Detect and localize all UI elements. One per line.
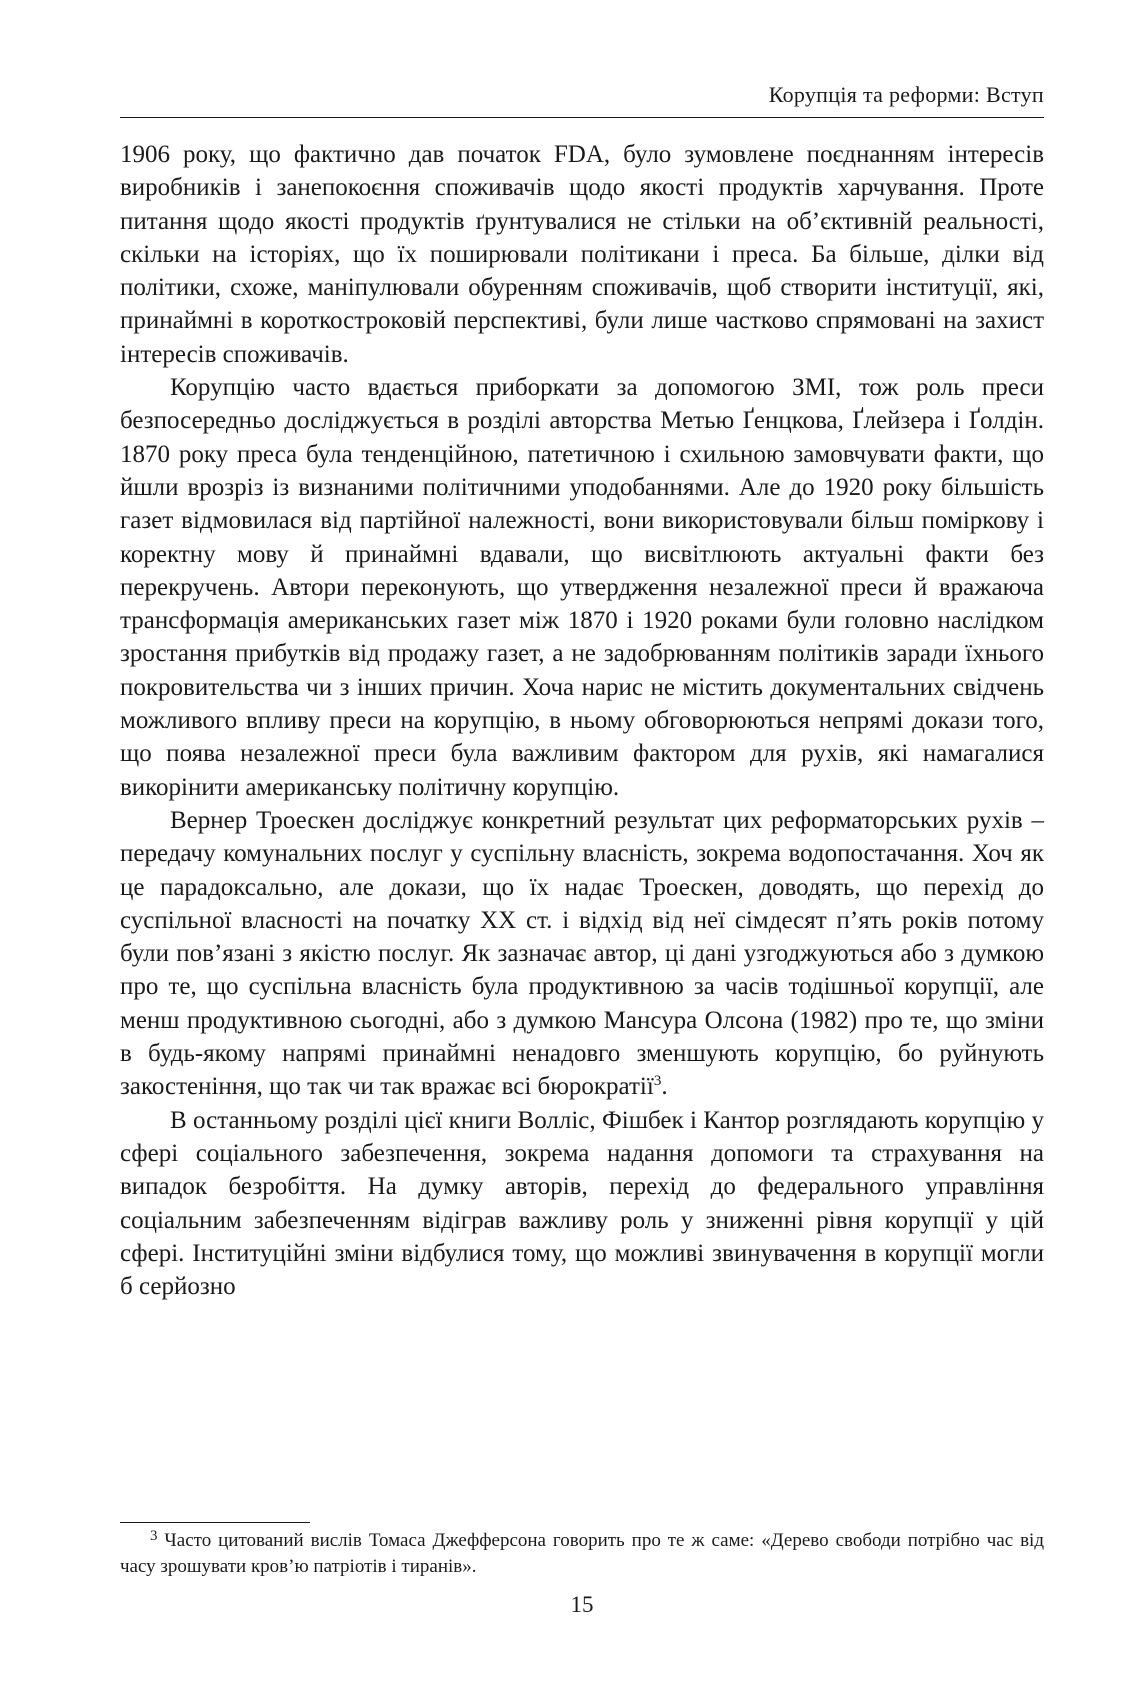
footnote <box>120 1528 1044 1580</box>
book-page <box>120 0 1044 1693</box>
paragraph-troesken-text: Вернер Троескен досліджує конкретний результат цих реформаторських рухів – передачу комунальних послуг у суспільну власність, зокрема водопостачання. Хоч як це парадоксально, але докази, що їх надає Троескен, доводять, що перехід до суспільної власності на початку ХХ ст. і відхід від неї сімдесят п’ять років потому були пов’язані з якістю послуг. Як зазначає автор, ці дані узгоджуються або з думкою про те, що суспільна власність була продуктивною за часів тодішньої корупції, але менш продуктивною сьогодні, або з думкою Мансура Олсона (1982) про те, що зміни в будь-якому напрямі принаймні ненадовго зменшують корупцію, бо руйнують закостеніння, що так чи так вражає всі бюрократії <box>120 806 1044 1101</box>
paragraph-continuation: 1906 року, що фактично дав початок FDA, було зумовлене поєднанням інтересів виробників і занепокоєння споживачів щодо якості продуктів харчування. Проте питання щодо якості продуктів ґрунтувалися не стільки на об’єктивній реальності, скільки на історіях, що їх поширювали політикани і преса. Ба більше, ділки від політики, схоже, маніпулювали обуренням споживачів, щоб створити інституції, які, принаймні в короткостроковій перспективі, були лише частково спрямовані на захист інтересів споживачів. <box>120 141 1044 368</box>
body-text <box>120 138 1044 1303</box>
footnote-text: Часто цитований вислів Томаса Джефферсона говорить про те ж саме: «Дерево свободи потрібно час від часу зрошувати кров’ю патріотів і тиранів». <box>120 1530 1044 1577</box>
footnote-marker: 3 <box>150 1528 158 1544</box>
paragraph-welfare: В останньому розділі цієї книги Волліс, Фішбек і Кантор розглядають корупцію у сфері соціального забезпечення, зокрема надання допомоги та страхування на випадок безробіття. На думку авторів, перехід до федерального управління соціальним забезпеченням відіграв важливу роль у зниженні рівня корупції у цій сфері. Інституційні зміни відбулися тому, що можливі звинувачення в корупції могли б серйозно <box>120 1106 1044 1301</box>
footnote-reference[interactable]: 3 <box>653 1073 662 1090</box>
header-rule <box>120 117 1044 118</box>
footnote-rule <box>120 1522 310 1523</box>
page-number: 15 <box>570 1592 594 1617</box>
paragraph-press: Корупцію часто вдається приборкати за допомогою ЗМІ, тож роль преси безпосередньо досліджується в розділі авторства Метью Ґенцкова, Ґлейзера і Ґолдін. 1870 року преса була тенденційною, патетичною і схильною замовчувати факти, що йшли врозріз із визнаними політичними уподобаннями. Але до 1920 року більшість газет відмовилася від партійної належності, вони використовували більш поміркову і коректну мову й принаймні вдавали, що висвітлюють актуальні факти без перекручень. Автори переконують, що утвердження незалежної преси й вражаюча трансформація американських газет між 1870 і 1920 роками були головно наслідком зростання прибутків від продажу газет, а не задобрюванням політиків заради їхнього покровительства чи з інших причин. Хоча нарис не містить документальних свідчень можливого впливу преси на корупцію, в ньому обговорюються непрямі докази того, що поява незалежної преси була важливим фактором для рухів, які намагалися викорінити американську політичну корупцію. <box>120 374 1044 801</box>
paragraph-troesken <box>120 804 1044 1104</box>
paragraph-troesken-end: . <box>661 1073 668 1101</box>
running-header: Корупція та реформи: Вступ <box>768 82 1044 107</box>
